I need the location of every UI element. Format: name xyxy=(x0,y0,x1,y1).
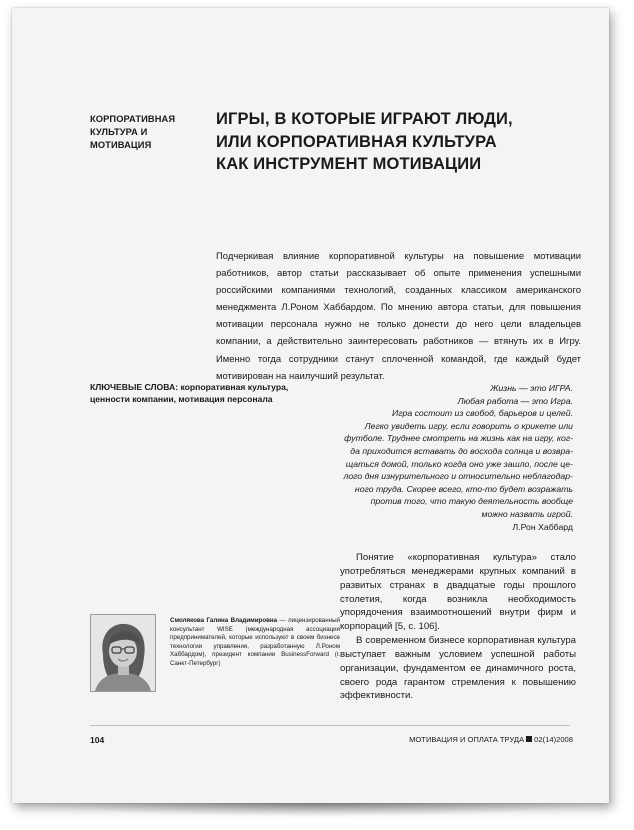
article-body xyxy=(340,551,576,703)
epigraph-line: Любая работа — это Игра. xyxy=(457,395,573,406)
title-line: ИЛИ КОРПОРАТИВНАЯ КУЛЬТУРА xyxy=(216,132,497,151)
author-portrait-image xyxy=(91,615,155,691)
abstract-text: Подчеркивая влияние корпоративной культуры на повышение мотивации работников, автор статьи рассказывает об опыте применения успешными российскими компаниями технологий, созданных классиком американского менеджмента Л.Роном Хаббардом. По мнению автора статьи, для повышения мотивации персонала нужно не только донести до него цели владельцев компании, а действительно заинтересовать работников — втянуть их в Игру. Именно тогда сотрудники станут сплоченной командой, где каждый будет мотивирован на наилучший результат. xyxy=(216,251,581,382)
page-shadow xyxy=(40,803,594,817)
title-line: ИГРЫ, В КОТОРЫЕ ИГРАЮТ ЛЮДИ, xyxy=(216,110,513,128)
epigraph-line: Жизнь — это ИГРА. xyxy=(490,383,573,393)
issue-number: 02(14)2008 xyxy=(534,735,573,744)
epigraph-author: Л.Рон Хаббард xyxy=(512,521,573,532)
rubric-line: КУЛЬТУРА И МОТИВАЦИЯ xyxy=(90,127,152,150)
epigraph-line: ного труда. Скорее всего, кто-то будет возражать xyxy=(354,483,573,494)
epigraph-line: против того, что такую деятельность вообще xyxy=(370,496,573,507)
epigraph-line: лого дня изнурительного и относительно неблагодар- xyxy=(343,471,573,482)
author-name: Смолякова Галина Владимировна xyxy=(170,617,278,624)
epigraph xyxy=(325,382,573,533)
epigraph-line: да приходится вставать до восхода солнца и возвра- xyxy=(350,445,573,456)
square-bullet-icon xyxy=(526,736,532,742)
journal-name: МОТИВАЦИЯ И ОПЛАТА ТРУДА xyxy=(409,735,525,744)
footer-journal xyxy=(392,735,573,744)
epigraph-line: футболе. Труднее смотреть на жизнь как на игру, ког- xyxy=(344,433,573,444)
epigraph-line: Игра состоит из свобод, барьеров и целей. xyxy=(392,408,573,419)
author-photo xyxy=(90,614,156,692)
rubric-line: КОРПОРАТИВНАЯ xyxy=(90,114,176,124)
epigraph-line: Легко увидеть игру, если говорить о крикете или xyxy=(364,420,573,431)
keywords-block xyxy=(90,381,330,405)
footer-divider xyxy=(90,725,570,726)
keywords-label: КЛЮЧЕВЫЕ СЛОВА: xyxy=(90,382,179,392)
title-line: КАК ИНСТРУМЕНТ МОТИВАЦИИ xyxy=(216,155,482,173)
epigraph-line: щаться домой, только когда оно уже зашло, после це- xyxy=(345,458,573,469)
page-number: 104 xyxy=(90,735,105,745)
body-paragraph: Понятие «корпоративная культура» стало употребляться менеджерами крупных компаний в развитых странах в двадцатые годы прошлого столетия, когда возникла необходимость упорядочения взаимоотношений внутри фирм и корпораций [5, с. 106]. xyxy=(340,552,576,633)
section-rubric xyxy=(90,113,210,152)
keywords-text: корпоративная культура, ценности компании, мотивация персонала xyxy=(90,382,289,404)
author-description: — лицензированный консультант WISE (международная ассоциация предпринимателей, которые используют в своем бизнесе технологии управления, разработанную Л.Роном Хаббардом), президент компании BusinessForward (г. Санкт-Петербург) xyxy=(170,617,340,667)
author-bio xyxy=(170,617,340,669)
article-abstract xyxy=(216,248,581,385)
article-title xyxy=(216,108,546,176)
epigraph-line: можно назвать игрой. xyxy=(481,508,573,519)
body-paragraph: В современном бизнесе корпоративная культура выступает важным условием успешной работы организации, фундаментом ее динамичного роста, своего рода гарантом стремления к повышению эффективности. xyxy=(340,635,576,702)
